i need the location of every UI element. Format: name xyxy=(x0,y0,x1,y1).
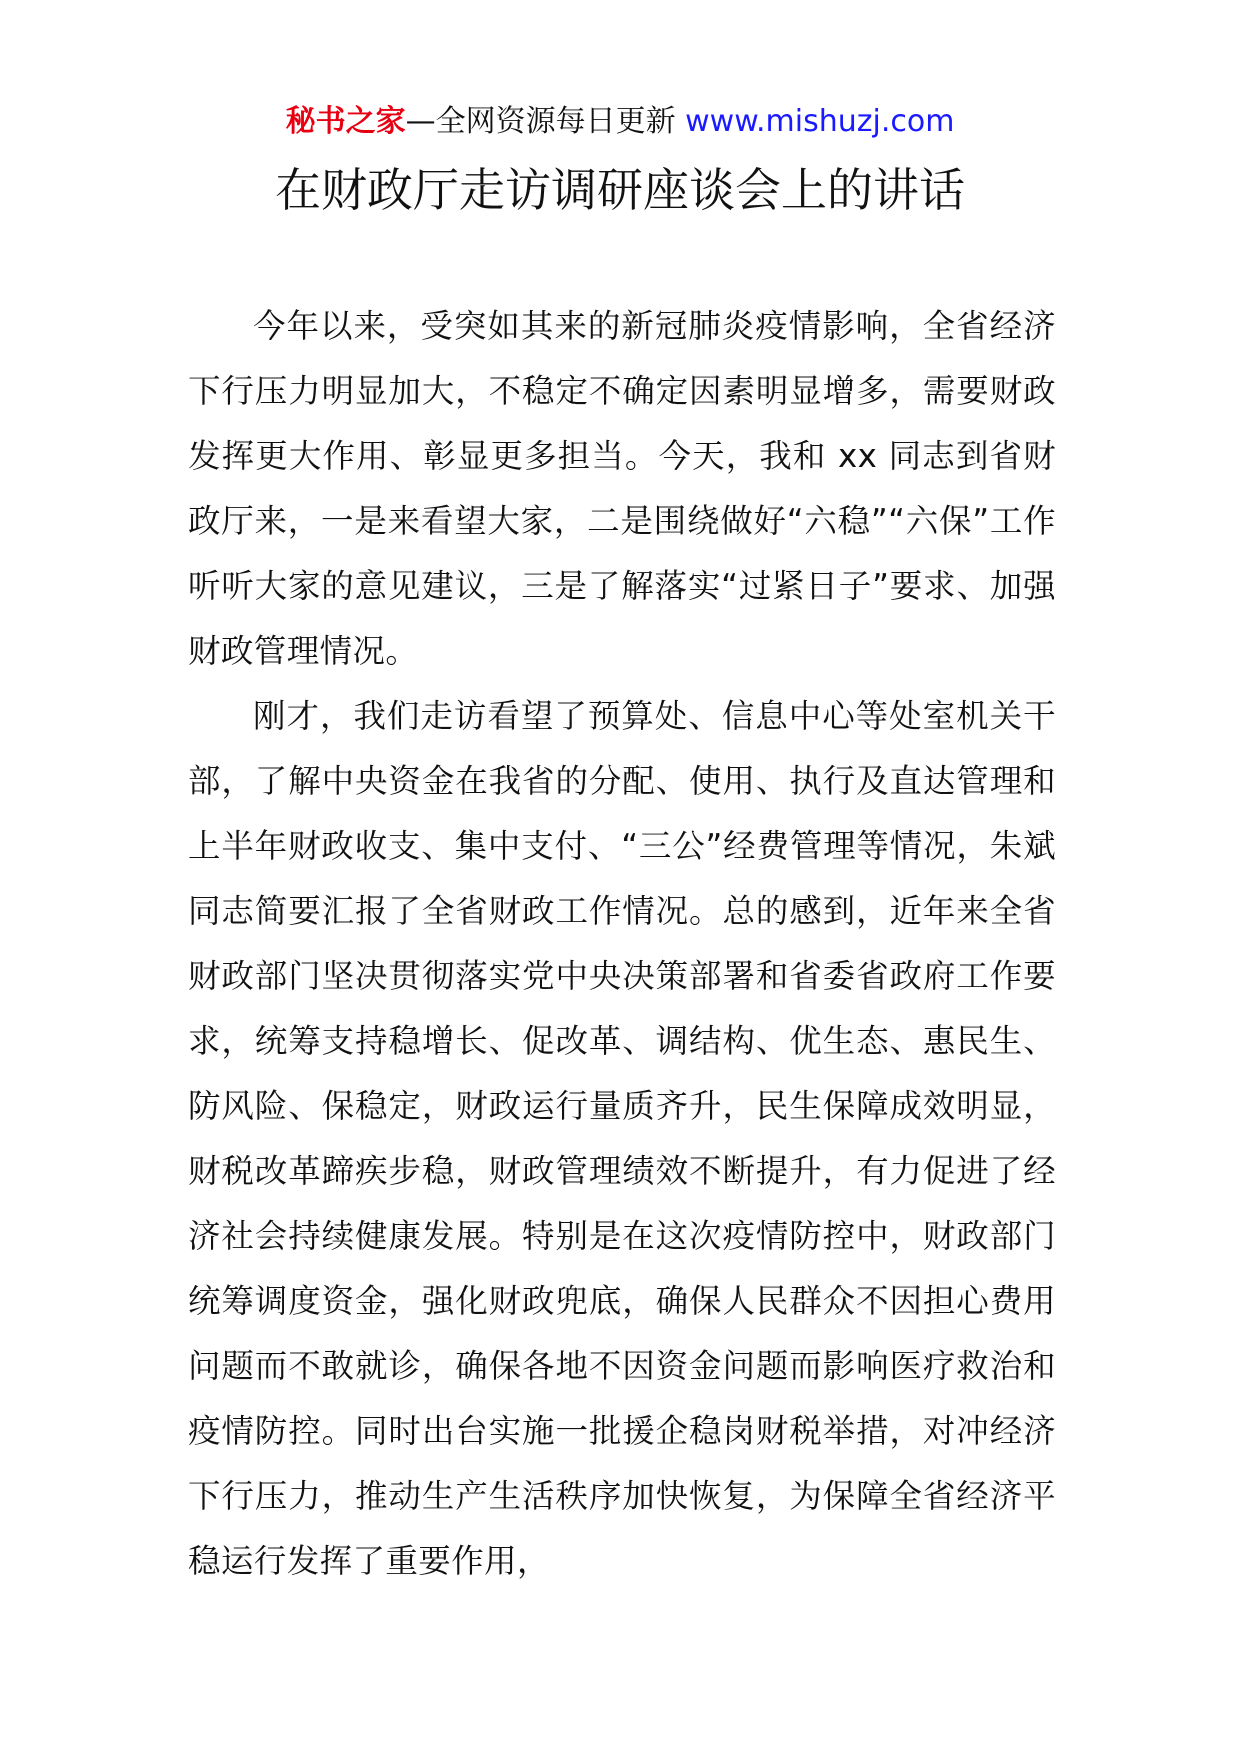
site-url-link[interactable]: www.mishuzj.com xyxy=(685,104,955,139)
site-tagline: —全网资源每日更新 xyxy=(405,104,686,139)
site-brand: 秘书之家 xyxy=(285,104,406,139)
paragraph-2: 刚才，我们走访看望了预算处、信息中心等处室机关干部，了解中央资金在我省的分配、使用、执行及直达管理和上半年财政收支、集中支付、“三公”经费管理等情况，朱斌同志简要汇报了全省财政工作情况。总的感到，近年来全省财政部门坚决贯彻落实党中央决策部署和省委省政府工作要求，统筹支持稳增长、促改革、调结构、优生态、惠民生、防风险、保稳定，财政运行量质齐升，民生保障成效明显，财税改革蹄疾步稳，财政管理绩效不断提升，有力促进了经济社会持续健康发展。特别是在这次疫情防控中，财政部门统筹调度资金，强化财政兜底，确保人民群众不因担心费用问题而不敢就诊，确保各地不因资金问题而影响医疗救治和疫情防控。同时出台实施一批援企稳岗财税举措，对冲经济下行压力，推动生产生活秩序加快恢复，为保障全省经济平稳运行发挥了重要作用， xyxy=(188,697,1056,1580)
site-header xyxy=(0,100,1240,144)
document-body xyxy=(188,294,1056,1594)
document-title: 在财政厅走访调研座谈会上的讲话 xyxy=(275,163,965,217)
paragraph-1: 今年以来，受突如其来的新冠肺炎疫情影响，全省经济下行压力明显加大，不稳定不确定因素明显增多，需要财政发挥更大作用、彰显更多担当。今天，我和 xx 同志到省财政厅来，一是来看望大家，二是围绕做好“六稳”“六保”工作听听大家的意见建议，三是了解落实“过紧日子”要求、加强财政管理情况。 xyxy=(188,307,1056,670)
